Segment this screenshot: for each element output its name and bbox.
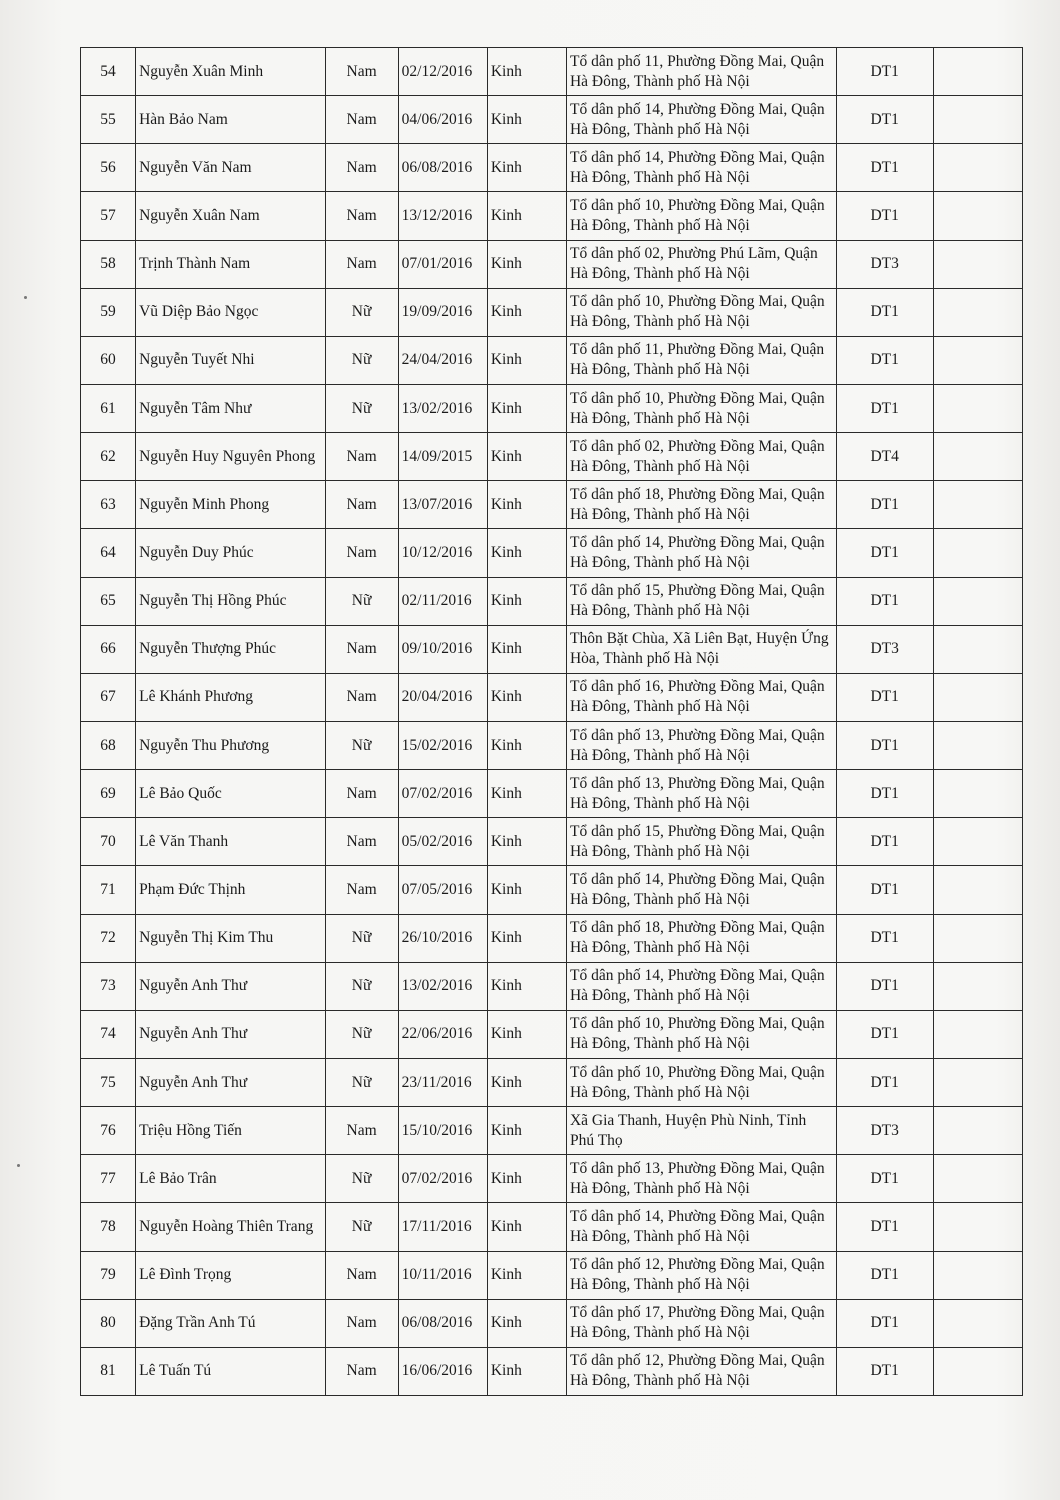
table-row xyxy=(81,529,1023,577)
ethnicity-cell: Kinh xyxy=(487,288,566,336)
date-of-birth-cell: 20/04/2016 xyxy=(398,673,487,721)
student-name-cell: Nguyễn Tuyết Nhi xyxy=(136,336,325,384)
note-cell xyxy=(933,1347,1022,1395)
table-row xyxy=(81,818,1023,866)
student-name-cell: Nguyễn Anh Thư xyxy=(136,1058,325,1106)
table-row xyxy=(81,1347,1023,1395)
row-number-cell: 66 xyxy=(81,625,136,673)
note-cell xyxy=(933,144,1022,192)
priority-group-cell: DT1 xyxy=(836,48,933,96)
priority-group-cell: DT1 xyxy=(836,577,933,625)
address-cell: Tổ dân phố 11, Phường Đồng Mai, Quận Hà Đông, Thành phố Hà Nội xyxy=(566,48,836,96)
student-name-cell: Nguyễn Thị Kim Thu xyxy=(136,914,325,962)
note-cell xyxy=(933,770,1022,818)
priority-group-cell: DT1 xyxy=(836,1155,933,1203)
date-of-birth-cell: 13/02/2016 xyxy=(398,962,487,1010)
row-number-cell: 76 xyxy=(81,1107,136,1155)
table-row xyxy=(81,1155,1023,1203)
gender-cell: Nam xyxy=(325,481,398,529)
date-of-birth-cell: 19/09/2016 xyxy=(398,288,487,336)
gender-cell: Nữ xyxy=(325,962,398,1010)
note-cell xyxy=(933,336,1022,384)
note-cell xyxy=(933,1299,1022,1347)
student-name-cell: Nguyễn Anh Thư xyxy=(136,1010,325,1058)
note-cell xyxy=(933,529,1022,577)
address-cell: Tổ dân phố 10, Phường Đồng Mai, Quận Hà Đông, Thành phố Hà Nội xyxy=(566,1058,836,1106)
date-of-birth-cell: 24/04/2016 xyxy=(398,336,487,384)
address-cell: Tổ dân phố 14, Phường Đồng Mai, Quận Hà Đông, Thành phố Hà Nội xyxy=(566,529,836,577)
student-name-cell: Nguyễn Minh Phong xyxy=(136,481,325,529)
row-number-cell: 67 xyxy=(81,673,136,721)
date-of-birth-cell: 13/07/2016 xyxy=(398,481,487,529)
gender-cell: Nữ xyxy=(325,1155,398,1203)
ethnicity-cell: Kinh xyxy=(487,1155,566,1203)
student-name-cell: Nguyễn Tâm Như xyxy=(136,384,325,432)
student-name-cell: Phạm Đức Thịnh xyxy=(136,866,325,914)
priority-group-cell: DT1 xyxy=(836,1251,933,1299)
ethnicity-cell: Kinh xyxy=(487,818,566,866)
student-name-cell: Lê Văn Thanh xyxy=(136,818,325,866)
date-of-birth-cell: 15/02/2016 xyxy=(398,721,487,769)
student-name-cell: Triệu Hồng Tiến xyxy=(136,1107,325,1155)
row-number-cell: 65 xyxy=(81,577,136,625)
table-row xyxy=(81,1299,1023,1347)
note-cell xyxy=(933,721,1022,769)
address-cell: Tổ dân phố 12, Phường Đồng Mai, Quận Hà Đông, Thành phố Hà Nội xyxy=(566,1251,836,1299)
gender-cell: Nam xyxy=(325,866,398,914)
student-name-cell: Hàn Bảo Nam xyxy=(136,96,325,144)
date-of-birth-cell: 10/11/2016 xyxy=(398,1251,487,1299)
table-row xyxy=(81,192,1023,240)
priority-group-cell: DT1 xyxy=(836,96,933,144)
row-number-cell: 72 xyxy=(81,914,136,962)
date-of-birth-cell: 17/11/2016 xyxy=(398,1203,487,1251)
gender-cell: Nam xyxy=(325,818,398,866)
table-row xyxy=(81,240,1023,288)
note-cell xyxy=(933,914,1022,962)
table-row xyxy=(81,144,1023,192)
address-cell: Tổ dân phố 12, Phường Đồng Mai, Quận Hà Đông, Thành phố Hà Nội xyxy=(566,1347,836,1395)
priority-group-cell: DT1 xyxy=(836,721,933,769)
ethnicity-cell: Kinh xyxy=(487,1251,566,1299)
address-cell: Tổ dân phố 14, Phường Đồng Mai, Quận Hà Đông, Thành phố Hà Nội xyxy=(566,96,836,144)
gender-cell: Nữ xyxy=(325,336,398,384)
address-cell: Tổ dân phố 10, Phường Đồng Mai, Quận Hà Đông, Thành phố Hà Nội xyxy=(566,384,836,432)
priority-group-cell: DT1 xyxy=(836,481,933,529)
gender-cell: Nam xyxy=(325,192,398,240)
address-cell: Tổ dân phố 13, Phường Đồng Mai, Quận Hà Đông, Thành phố Hà Nội xyxy=(566,770,836,818)
table-row xyxy=(81,1010,1023,1058)
student-name-cell: Vũ Diệp Bảo Ngọc xyxy=(136,288,325,336)
table-row xyxy=(81,914,1023,962)
row-number-cell: 56 xyxy=(81,144,136,192)
note-cell xyxy=(933,1155,1022,1203)
student-name-cell: Lê Tuấn Tú xyxy=(136,1347,325,1395)
priority-group-cell: DT1 xyxy=(836,818,933,866)
student-name-cell: Nguyễn Thu Phương xyxy=(136,721,325,769)
priority-group-cell: DT1 xyxy=(836,1347,933,1395)
row-number-cell: 61 xyxy=(81,384,136,432)
row-number-cell: 81 xyxy=(81,1347,136,1395)
priority-group-cell: DT1 xyxy=(836,770,933,818)
note-cell xyxy=(933,288,1022,336)
priority-group-cell: DT1 xyxy=(836,673,933,721)
address-cell: Tổ dân phố 10, Phường Đồng Mai, Quận Hà Đông, Thành phố Hà Nội xyxy=(566,192,836,240)
priority-group-cell: DT3 xyxy=(836,625,933,673)
date-of-birth-cell: 02/12/2016 xyxy=(398,48,487,96)
gender-cell: Nữ xyxy=(325,1058,398,1106)
ethnicity-cell: Kinh xyxy=(487,96,566,144)
student-name-cell: Lê Khánh Phương xyxy=(136,673,325,721)
row-number-cell: 71 xyxy=(81,866,136,914)
address-cell: Tổ dân phố 11, Phường Đồng Mai, Quận Hà Đông, Thành phố Hà Nội xyxy=(566,336,836,384)
priority-group-cell: DT1 xyxy=(836,336,933,384)
priority-group-cell: DT1 xyxy=(836,962,933,1010)
gender-cell: Nữ xyxy=(325,721,398,769)
margin-speck-2 xyxy=(17,1164,20,1167)
gender-cell: Nữ xyxy=(325,1203,398,1251)
gender-cell: Nữ xyxy=(325,577,398,625)
table-row xyxy=(81,1203,1023,1251)
address-cell: Tổ dân phố 16, Phường Đồng Mai, Quận Hà Đông, Thành phố Hà Nội xyxy=(566,673,836,721)
note-cell xyxy=(933,673,1022,721)
margin-speck-1 xyxy=(24,296,27,299)
table-row xyxy=(81,1251,1023,1299)
table-row xyxy=(81,1107,1023,1155)
table-row xyxy=(81,96,1023,144)
student-name-cell: Nguyễn Anh Thư xyxy=(136,962,325,1010)
address-cell: Tổ dân phố 18, Phường Đồng Mai, Quận Hà Đông, Thành phố Hà Nội xyxy=(566,481,836,529)
priority-group-cell: DT1 xyxy=(836,192,933,240)
table-row xyxy=(81,577,1023,625)
gender-cell: Nam xyxy=(325,48,398,96)
priority-group-cell: DT1 xyxy=(836,1058,933,1106)
note-cell xyxy=(933,962,1022,1010)
address-cell: Tổ dân phố 14, Phường Đồng Mai, Quận Hà Đông, Thành phố Hà Nội xyxy=(566,962,836,1010)
date-of-birth-cell: 05/02/2016 xyxy=(398,818,487,866)
priority-group-cell: DT4 xyxy=(836,433,933,481)
gender-cell: Nam xyxy=(325,1251,398,1299)
row-number-cell: 78 xyxy=(81,1203,136,1251)
note-cell xyxy=(933,1203,1022,1251)
priority-group-cell: DT1 xyxy=(836,914,933,962)
row-number-cell: 57 xyxy=(81,192,136,240)
student-name-cell: Trịnh Thành Nam xyxy=(136,240,325,288)
student-name-cell: Nguyễn Huy Nguyên Phong xyxy=(136,433,325,481)
ethnicity-cell: Kinh xyxy=(487,529,566,577)
gender-cell: Nam xyxy=(325,673,398,721)
priority-group-cell: DT1 xyxy=(836,529,933,577)
note-cell xyxy=(933,433,1022,481)
gender-cell: Nam xyxy=(325,433,398,481)
gender-cell: Nam xyxy=(325,1107,398,1155)
ethnicity-cell: Kinh xyxy=(487,481,566,529)
ethnicity-cell: Kinh xyxy=(487,1010,566,1058)
address-cell: Tổ dân phố 17, Phường Đồng Mai, Quận Hà Đông, Thành phố Hà Nội xyxy=(566,1299,836,1347)
table-row xyxy=(81,1058,1023,1106)
priority-group-cell: DT1 xyxy=(836,1010,933,1058)
priority-group-cell: DT1 xyxy=(836,144,933,192)
table-row xyxy=(81,625,1023,673)
ethnicity-cell: Kinh xyxy=(487,721,566,769)
address-cell: Tổ dân phố 02, Phường Đồng Mai, Quận Hà Đông, Thành phố Hà Nội xyxy=(566,433,836,481)
priority-group-cell: DT1 xyxy=(836,1299,933,1347)
date-of-birth-cell: 02/11/2016 xyxy=(398,577,487,625)
ethnicity-cell: Kinh xyxy=(487,866,566,914)
table-row xyxy=(81,336,1023,384)
row-number-cell: 59 xyxy=(81,288,136,336)
row-number-cell: 62 xyxy=(81,433,136,481)
ethnicity-cell: Kinh xyxy=(487,48,566,96)
note-cell xyxy=(933,1058,1022,1106)
date-of-birth-cell: 15/10/2016 xyxy=(398,1107,487,1155)
row-number-cell: 77 xyxy=(81,1155,136,1203)
student-name-cell: Nguyễn Duy Phúc xyxy=(136,529,325,577)
address-cell: Thôn Bặt Chùa, Xã Liên Bạt, Huyện Ứng Hòa, Thành phố Hà Nội xyxy=(566,625,836,673)
ethnicity-cell: Kinh xyxy=(487,384,566,432)
row-number-cell: 79 xyxy=(81,1251,136,1299)
table-row xyxy=(81,770,1023,818)
row-number-cell: 63 xyxy=(81,481,136,529)
priority-group-cell: DT1 xyxy=(836,866,933,914)
note-cell xyxy=(933,625,1022,673)
date-of-birth-cell: 09/10/2016 xyxy=(398,625,487,673)
row-number-cell: 64 xyxy=(81,529,136,577)
student-name-cell: Nguyễn Xuân Minh xyxy=(136,48,325,96)
ethnicity-cell: Kinh xyxy=(487,625,566,673)
address-cell: Tổ dân phố 15, Phường Đồng Mai, Quận Hà Đông, Thành phố Hà Nội xyxy=(566,818,836,866)
ethnicity-cell: Kinh xyxy=(487,914,566,962)
ethnicity-cell: Kinh xyxy=(487,1347,566,1395)
address-cell: Tổ dân phố 10, Phường Đồng Mai, Quận Hà Đông, Thành phố Hà Nội xyxy=(566,288,836,336)
row-number-cell: 60 xyxy=(81,336,136,384)
ethnicity-cell: Kinh xyxy=(487,962,566,1010)
gender-cell: Nam xyxy=(325,144,398,192)
gender-cell: Nam xyxy=(325,529,398,577)
date-of-birth-cell: 07/02/2016 xyxy=(398,1155,487,1203)
ethnicity-cell: Kinh xyxy=(487,336,566,384)
table-row xyxy=(81,48,1023,96)
date-of-birth-cell: 13/02/2016 xyxy=(398,384,487,432)
row-number-cell: 75 xyxy=(81,1058,136,1106)
row-number-cell: 69 xyxy=(81,770,136,818)
priority-group-cell: DT1 xyxy=(836,288,933,336)
gender-cell: Nữ xyxy=(325,288,398,336)
student-name-cell: Nguyễn Văn Nam xyxy=(136,144,325,192)
student-name-cell: Lê Đình Trọng xyxy=(136,1251,325,1299)
address-cell: Tổ dân phố 14, Phường Đồng Mai, Quận Hà Đông, Thành phố Hà Nội xyxy=(566,144,836,192)
date-of-birth-cell: 04/06/2016 xyxy=(398,96,487,144)
row-number-cell: 58 xyxy=(81,240,136,288)
table-row xyxy=(81,481,1023,529)
student-name-cell: Lê Bảo Trân xyxy=(136,1155,325,1203)
priority-group-cell: DT1 xyxy=(836,384,933,432)
ethnicity-cell: Kinh xyxy=(487,1299,566,1347)
gender-cell: Nữ xyxy=(325,384,398,432)
date-of-birth-cell: 07/01/2016 xyxy=(398,240,487,288)
gender-cell: Nam xyxy=(325,96,398,144)
date-of-birth-cell: 22/06/2016 xyxy=(398,1010,487,1058)
address-cell: Tổ dân phố 18, Phường Đồng Mai, Quận Hà Đông, Thành phố Hà Nội xyxy=(566,914,836,962)
date-of-birth-cell: 10/12/2016 xyxy=(398,529,487,577)
date-of-birth-cell: 23/11/2016 xyxy=(398,1058,487,1106)
table-row xyxy=(81,866,1023,914)
date-of-birth-cell: 13/12/2016 xyxy=(398,192,487,240)
gender-cell: Nam xyxy=(325,1347,398,1395)
address-cell: Tổ dân phố 15, Phường Đồng Mai, Quận Hà Đông, Thành phố Hà Nội xyxy=(566,577,836,625)
note-cell xyxy=(933,240,1022,288)
gender-cell: Nữ xyxy=(325,1010,398,1058)
date-of-birth-cell: 07/02/2016 xyxy=(398,770,487,818)
note-cell xyxy=(933,48,1022,96)
note-cell xyxy=(933,1251,1022,1299)
date-of-birth-cell: 06/08/2016 xyxy=(398,144,487,192)
row-number-cell: 54 xyxy=(81,48,136,96)
ethnicity-cell: Kinh xyxy=(487,770,566,818)
note-cell xyxy=(933,818,1022,866)
ethnicity-cell: Kinh xyxy=(487,1058,566,1106)
table-row xyxy=(81,721,1023,769)
row-number-cell: 55 xyxy=(81,96,136,144)
note-cell xyxy=(933,577,1022,625)
student-name-cell: Nguyễn Xuân Nam xyxy=(136,192,325,240)
note-cell xyxy=(933,1010,1022,1058)
student-name-cell: Đặng Trần Anh Tú xyxy=(136,1299,325,1347)
row-number-cell: 70 xyxy=(81,818,136,866)
address-cell: Tổ dân phố 13, Phường Đồng Mai, Quận Hà Đông, Thành phố Hà Nội xyxy=(566,1155,836,1203)
table-row xyxy=(81,673,1023,721)
row-number-cell: 80 xyxy=(81,1299,136,1347)
note-cell xyxy=(933,192,1022,240)
date-of-birth-cell: 06/08/2016 xyxy=(398,1299,487,1347)
ethnicity-cell: Kinh xyxy=(487,192,566,240)
ethnicity-cell: Kinh xyxy=(487,240,566,288)
table-row xyxy=(81,288,1023,336)
address-cell: Tổ dân phố 14, Phường Đồng Mai, Quận Hà Đông, Thành phố Hà Nội xyxy=(566,1203,836,1251)
gender-cell: Nam xyxy=(325,770,398,818)
ethnicity-cell: Kinh xyxy=(487,1107,566,1155)
priority-group-cell: DT1 xyxy=(836,1203,933,1251)
table-row xyxy=(81,962,1023,1010)
address-cell: Xã Gia Thanh, Huyện Phù Ninh, Tỉnh Phú Thọ xyxy=(566,1107,836,1155)
address-cell: Tổ dân phố 10, Phường Đồng Mai, Quận Hà Đông, Thành phố Hà Nội xyxy=(566,1010,836,1058)
ethnicity-cell: Kinh xyxy=(487,144,566,192)
note-cell xyxy=(933,384,1022,432)
gender-cell: Nam xyxy=(325,1299,398,1347)
student-name-cell: Lê Bảo Quốc xyxy=(136,770,325,818)
date-of-birth-cell: 16/06/2016 xyxy=(398,1347,487,1395)
address-cell: Tổ dân phố 13, Phường Đồng Mai, Quận Hà Đông, Thành phố Hà Nội xyxy=(566,721,836,769)
address-cell: Tổ dân phố 02, Phường Phú Lãm, Quận Hà Đông, Thành phố Hà Nội xyxy=(566,240,836,288)
student-list-body xyxy=(81,48,1023,1396)
table-row xyxy=(81,433,1023,481)
note-cell xyxy=(933,96,1022,144)
note-cell xyxy=(933,866,1022,914)
student-name-cell: Nguyễn Hoàng Thiên Trang xyxy=(136,1203,325,1251)
student-name-cell: Nguyễn Thị Hồng Phúc xyxy=(136,577,325,625)
note-cell xyxy=(933,481,1022,529)
ethnicity-cell: Kinh xyxy=(487,1203,566,1251)
table-row xyxy=(81,384,1023,432)
note-cell xyxy=(933,1107,1022,1155)
student-name-cell: Nguyễn Thượng Phúc xyxy=(136,625,325,673)
date-of-birth-cell: 14/09/2015 xyxy=(398,433,487,481)
gender-cell: Nữ xyxy=(325,914,398,962)
ethnicity-cell: Kinh xyxy=(487,673,566,721)
gender-cell: Nam xyxy=(325,240,398,288)
address-cell: Tổ dân phố 14, Phường Đồng Mai, Quận Hà Đông, Thành phố Hà Nội xyxy=(566,866,836,914)
gender-cell: Nam xyxy=(325,625,398,673)
row-number-cell: 68 xyxy=(81,721,136,769)
row-number-cell: 74 xyxy=(81,1010,136,1058)
date-of-birth-cell: 07/05/2016 xyxy=(398,866,487,914)
row-number-cell: 73 xyxy=(81,962,136,1010)
student-list-table xyxy=(80,47,1023,1396)
ethnicity-cell: Kinh xyxy=(487,433,566,481)
priority-group-cell: DT3 xyxy=(836,240,933,288)
ethnicity-cell: Kinh xyxy=(487,577,566,625)
date-of-birth-cell: 26/10/2016 xyxy=(398,914,487,962)
priority-group-cell: DT3 xyxy=(836,1107,933,1155)
